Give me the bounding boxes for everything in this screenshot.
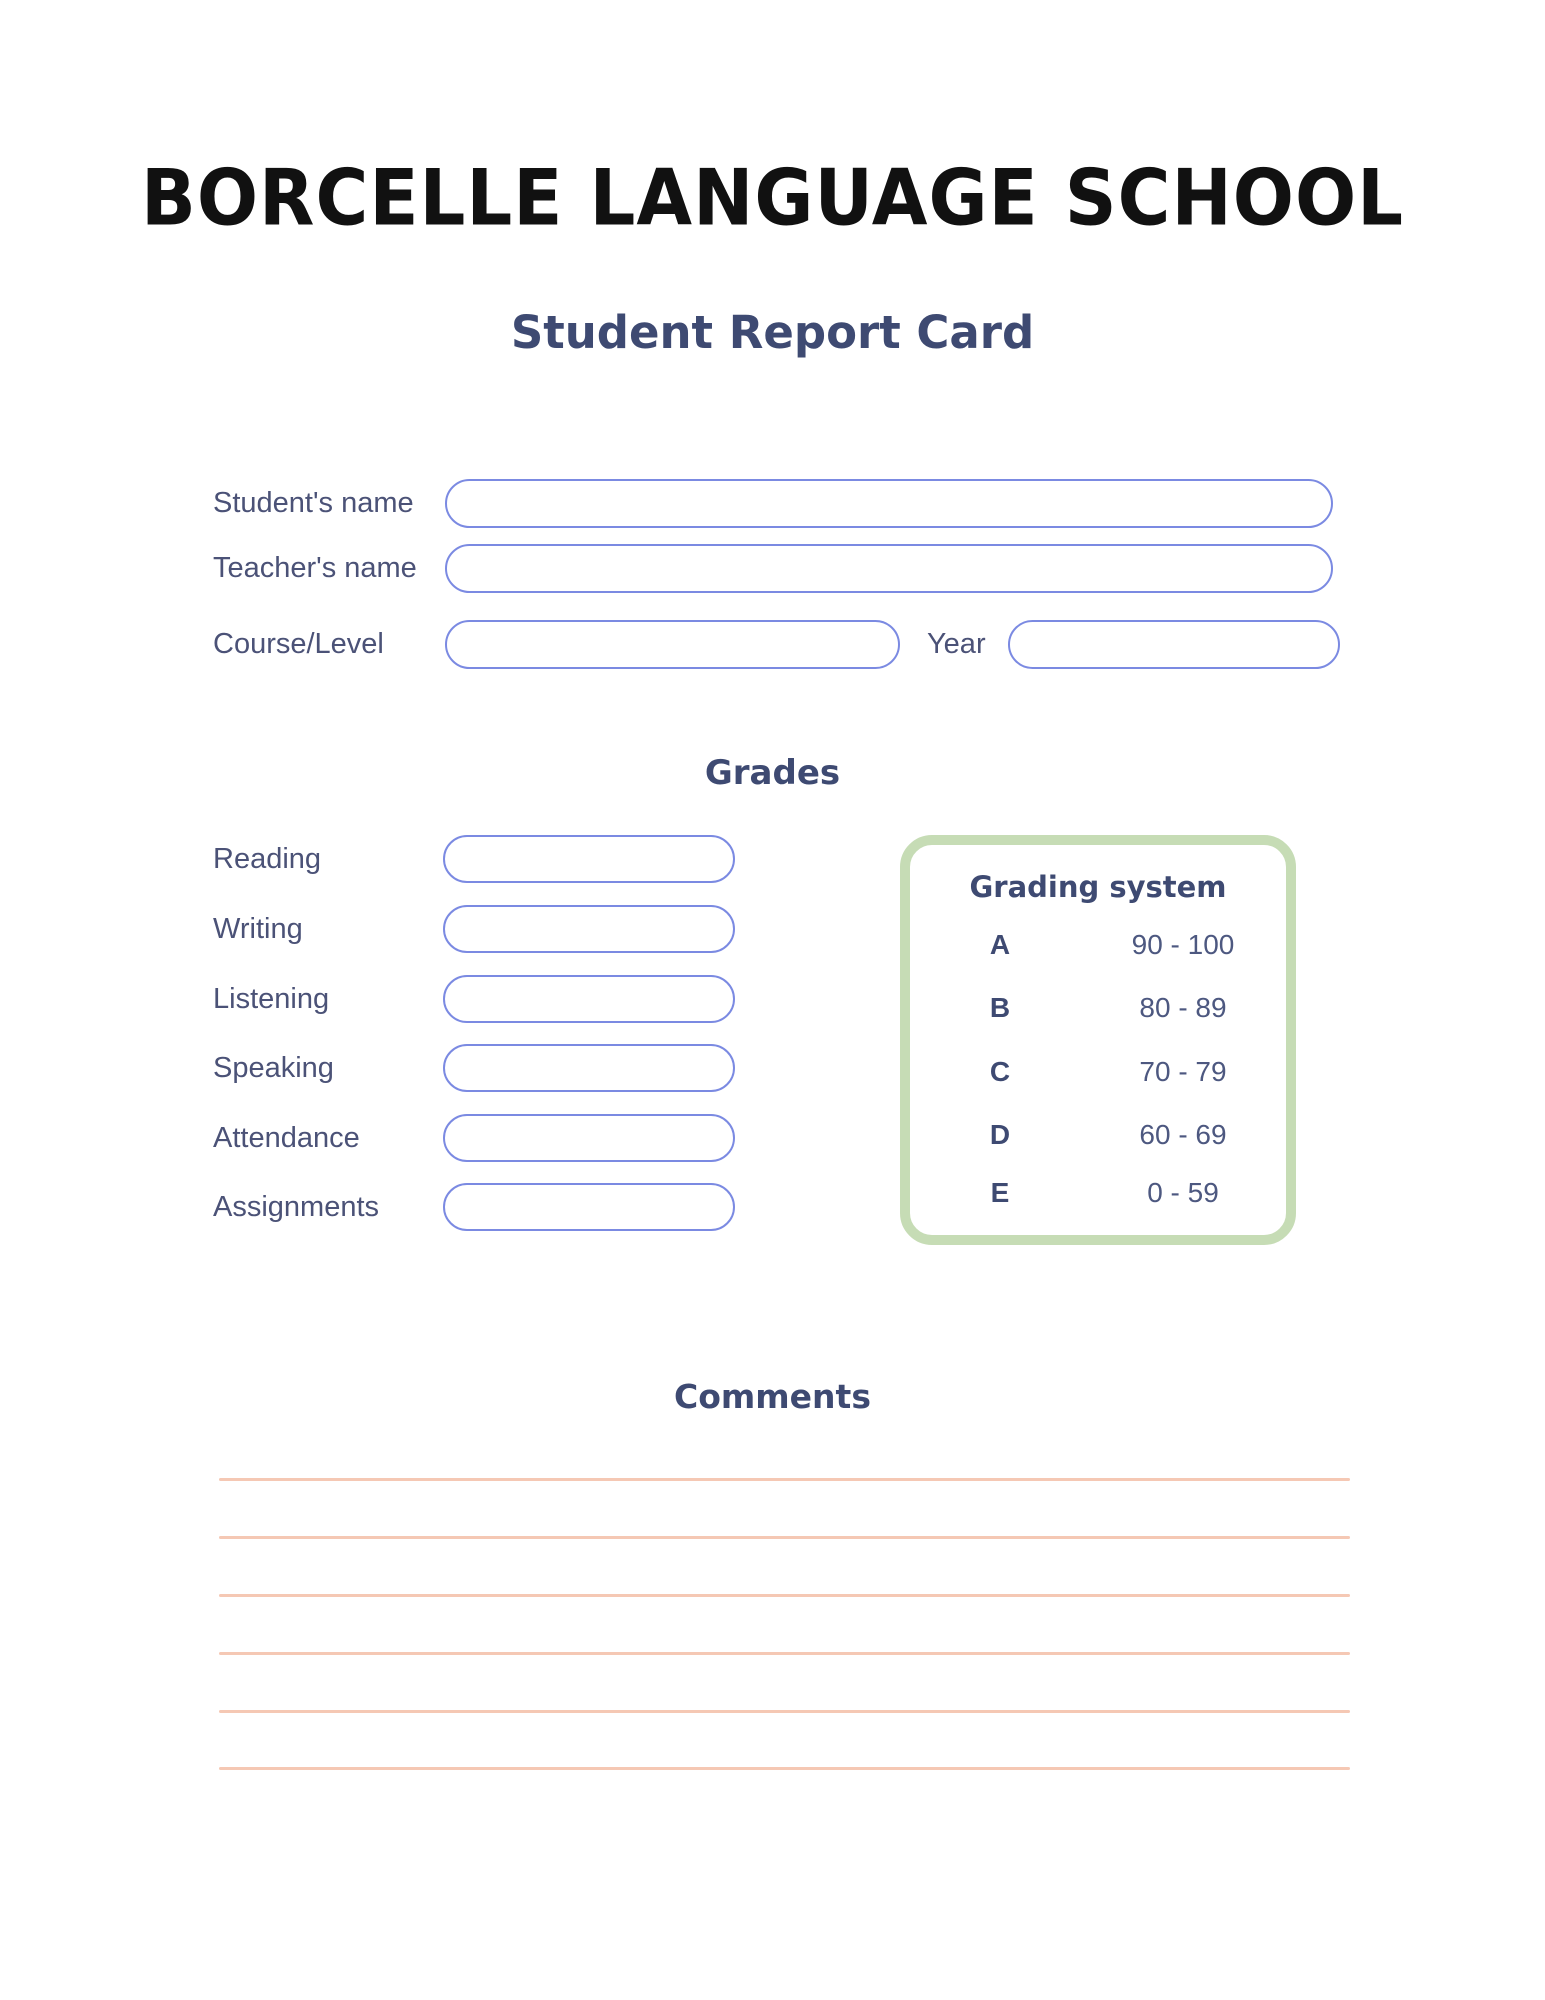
writing-grade-input[interactable] <box>443 905 735 953</box>
grades-heading: Grades <box>704 753 841 793</box>
course-level-label: Course/Level <box>213 628 384 660</box>
grade-range-a: 90 - 100 <box>1131 929 1235 960</box>
teacher-name-label: Teacher's name <box>213 552 417 584</box>
writing-grade-row <box>0 905 1545 953</box>
grading-row-c <box>910 1057 1286 1087</box>
speaking-label: Speaking <box>213 1052 334 1084</box>
grade-letter-b: B <box>989 992 1011 1023</box>
page-title: Student Report Card <box>510 306 1035 359</box>
comment-line[interactable] <box>219 1478 1350 1481</box>
course-year-row <box>0 620 1545 670</box>
year-input[interactable] <box>1008 620 1340 669</box>
grading-system-heading: Grading system <box>969 870 1227 904</box>
grade-letter-a: A <box>989 929 1011 960</box>
comment-line[interactable] <box>219 1710 1350 1713</box>
grade-range-b: 80 - 89 <box>1139 992 1227 1023</box>
grade-range-e: 0 - 59 <box>1147 1177 1219 1208</box>
reading-grade-row <box>0 835 1545 883</box>
grade-letter-c: C <box>989 1056 1011 1087</box>
assignments-grade-row <box>0 1183 1545 1231</box>
listening-label: Listening <box>213 983 330 1015</box>
comment-line[interactable] <box>219 1767 1350 1770</box>
student-name-label: Student's name <box>213 487 414 519</box>
writing-label: Writing <box>213 913 303 945</box>
grading-row-d <box>910 1120 1286 1150</box>
reading-label: Reading <box>213 843 322 875</box>
grading-row-e <box>910 1178 1286 1208</box>
teacher-name-row <box>0 544 1545 593</box>
assignments-label: Assignments <box>213 1191 380 1223</box>
comment-line[interactable] <box>219 1652 1350 1655</box>
grading-row-b <box>910 993 1286 1023</box>
teacher-name-input[interactable] <box>445 544 1333 593</box>
attendance-label: Attendance <box>213 1122 360 1154</box>
grade-range-c: 70 - 79 <box>1139 1056 1227 1087</box>
listening-grade-input[interactable] <box>443 975 735 1023</box>
grade-letter-e: E <box>990 1177 1010 1208</box>
grading-system-box <box>900 835 1296 1245</box>
grading-row-a <box>910 930 1286 960</box>
grade-range-d: 60 - 69 <box>1139 1119 1227 1150</box>
course-level-input[interactable] <box>445 620 900 669</box>
comment-line[interactable] <box>219 1536 1350 1539</box>
comment-line[interactable] <box>219 1594 1350 1597</box>
attendance-grade-row <box>0 1114 1545 1162</box>
listening-grade-row <box>0 975 1545 1023</box>
student-name-row <box>0 479 1545 528</box>
speaking-grade-row <box>0 1044 1545 1092</box>
reading-grade-input[interactable] <box>443 835 735 883</box>
comments-heading: Comments <box>674 1377 871 1416</box>
grade-letter-d: D <box>989 1119 1011 1150</box>
assignments-grade-input[interactable] <box>443 1183 735 1231</box>
year-label: Year <box>927 628 986 660</box>
school-name-title: BORCELLE LANGUAGE SCHOOL <box>140 152 1405 243</box>
student-name-input[interactable] <box>445 479 1333 528</box>
speaking-grade-input[interactable] <box>443 1044 735 1092</box>
attendance-grade-input[interactable] <box>443 1114 735 1162</box>
